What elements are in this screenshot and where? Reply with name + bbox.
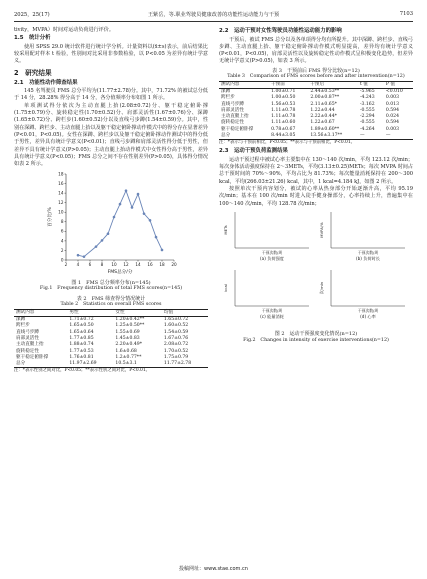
- header-rule: [14, 21, 413, 22]
- panel-caption: (c) 能量消耗: [260, 313, 284, 319]
- panel-caption: (b) 负荷时长: [355, 255, 381, 261]
- table-3-cell: 深蹲: [221, 88, 231, 94]
- table-3-cell: 0.003: [385, 126, 400, 132]
- table-3-cell: 2.44±0.53**: [310, 88, 340, 94]
- table-3-cell: 1.11±0.78: [271, 107, 296, 113]
- table-2-cell: 1.2±0.77**: [115, 354, 142, 360]
- table-2-row: [14, 361, 208, 368]
- paragraph-intervention-effect: 干预后，被试 FMS 总分以及各单项得分均有所提升。其中深蹲、跨栏步、直线弓步蹲、主动直腿上抬、躯干稳定俯卧撑动作模式明显提高，差异均有统计学意义(P<0.01，P<0.05)，肩部灵活性以及旋转稳定性动作模式呈积极变化趋势，但差异无统计学意义(P>0.05)，如表 3 所示。: [219, 36, 413, 65]
- table-3-cell: 1.22±0.44: [310, 107, 335, 113]
- heading-1-5: 1.5 统计分析: [14, 35, 51, 42]
- table-3-cell: 2.22±0.44*: [310, 114, 337, 120]
- panel-y-label: 次/min: [319, 281, 324, 295]
- table-2-cell: 11.77±2.78: [162, 361, 208, 368]
- left-column: [14, 27, 208, 376]
- data-point: [155, 236, 158, 239]
- table-2-cell: 1.65±0.64: [69, 329, 94, 335]
- table-3-cell: 1.00±0.50: [271, 95, 296, 101]
- table-2-cell: 1.88±0.74: [69, 342, 94, 348]
- table-2-cell: 1.60±0.52: [163, 323, 189, 329]
- table-3-cell: -3.162: [359, 101, 375, 107]
- table-3-cell: <0.010: [385, 88, 403, 94]
- table-3-cell: 0.003: [385, 95, 400, 101]
- table-2-cell: 主动直腿上抬: [16, 342, 44, 348]
- table-2-cell: 1.75±0.79: [163, 354, 189, 360]
- x-tick-label: 18: [159, 262, 165, 268]
- data-point: [143, 213, 146, 216]
- table-2-cell: 1.67±0.76: [163, 335, 189, 341]
- y-tick-label: 0: [60, 257, 64, 263]
- y-tick-label: 8: [60, 219, 64, 225]
- table-2-cell: 1.65±0.50: [69, 323, 94, 329]
- data-point: [77, 254, 80, 257]
- data-point: [149, 219, 152, 222]
- x-tick-label: 6: [88, 262, 92, 268]
- table-3-header-cell: P 值: [384, 81, 413, 88]
- panel-y-label: MVPA/%: [319, 222, 324, 238]
- panel-caption: (a) 负荷强度: [260, 255, 284, 261]
- x-tick-label: 10: [111, 262, 117, 268]
- data-point: [83, 256, 86, 259]
- table-3-cell: -0.555: [359, 107, 375, 113]
- panel-y-label: METs: [223, 225, 228, 235]
- data-point: [95, 246, 98, 249]
- table-2-header-cell: 男性: [67, 309, 113, 316]
- table-3-row: [219, 133, 413, 140]
- table-2-cell: 1.77±0.53: [69, 348, 94, 354]
- table-2-cell: 11.97±2.69: [67, 361, 113, 368]
- panel-x-label: 干预次数/周: [261, 307, 283, 313]
- table-2-cell: 2.20±0.49*: [115, 342, 143, 348]
- table-3-cell: 13.56±3.17**: [308, 133, 358, 140]
- table-2-caption-en: Table 2 Statistics on overall FMS scores: [60, 302, 162, 308]
- paragraph-fms-overview: 145 名驾驶员 FMS 总分平均为(11.77±2.78)分。其中，71.72% 的被试总分低于 14 分，28.28% 得分高于 14 分，各分值频率分布如图 1 所示。: [14, 88, 208, 102]
- table-3-cell: -2.294: [359, 114, 375, 120]
- data-line: [78, 191, 162, 257]
- table-3-cell: 0.594: [385, 107, 400, 113]
- table-3-cell: 2.00±0.87**: [310, 95, 340, 101]
- y-axis-label: 百分比/%: [48, 207, 53, 228]
- table-2-cell: 1.20±0.42**: [115, 317, 145, 323]
- y-tick-label: 4: [60, 238, 64, 244]
- table-3-cell: 1.56±0.53: [271, 101, 296, 107]
- table-3-cell: 直线弓步蹲: [221, 101, 244, 107]
- y-tick-label: 6: [60, 229, 64, 235]
- data-point: [119, 203, 122, 206]
- table-3-cell: 1.22±0.67: [310, 120, 335, 126]
- table-2-cell: 2.08±0.72: [163, 342, 189, 348]
- x-tick-label: 20: [171, 262, 177, 268]
- table-2-cell: 1.54±0.59: [163, 329, 189, 335]
- table-3-cell: 旋转稳定性: [221, 120, 244, 126]
- table-3-cell: —: [384, 133, 413, 140]
- figure-1-caption: 图 1 FMS 总分频率分布(n=145): [71, 279, 151, 286]
- table-3-cell: 8.44±3.05: [269, 133, 308, 140]
- table-3-cell: 0.013: [385, 101, 400, 107]
- table-3-cell: 1.89±0.60**: [310, 126, 340, 132]
- data-point: [137, 193, 140, 196]
- data-point: [113, 216, 116, 219]
- x-tick-label: 4: [76, 262, 80, 268]
- table-3-cell: 0.024: [385, 114, 400, 120]
- table-3-header-cell: 干预后: [308, 81, 358, 88]
- x-tick-label: 14: [135, 262, 141, 268]
- table-2-cell: 1.65±0.72: [163, 317, 189, 323]
- table-3-cell: 跨栏步: [221, 95, 235, 101]
- table-3-fms-comparison: [219, 81, 413, 141]
- table-2-cell: 1.45±0.83: [115, 335, 140, 341]
- table-3-cell: 1.11±0.60: [271, 120, 296, 126]
- x-tick-label: 2: [64, 262, 68, 268]
- table-3-cell: 躯干稳定俯卧撑: [221, 126, 254, 132]
- table-3-cell: -5.965: [359, 88, 375, 94]
- table-2-cell: 躯干稳定俯卧撑: [16, 354, 49, 360]
- table-3-cell: 2.11±0.65*: [310, 101, 337, 107]
- page-footer: 投稿网址：www.stae.com.cn: [179, 566, 248, 572]
- figure-1-caption-en: Fig.1 Frequency distribution of total FMS scores(n=145): [39, 286, 183, 292]
- y-tick-label: 18: [58, 171, 64, 177]
- heading-2: 2 研究结果: [14, 68, 52, 77]
- panel-x-label: 干预次数/周: [261, 249, 283, 255]
- paragraph-load-monitoring: 运动干预过程中被试心率主要集中在 130～140 次/min，平均 123.12 次/min；每次身体活动强度保持在 2～3METs，平均(3.13±0.25)METs；每次 MVPA 时间占总干预时间的 70%～90%，平均占比为 81.73%；每次能量消耗保持在 200～300 kcal，平均(266.03±21.26) kcal，其中，1 kcal=4.184 kJ，如图 2 所示。: [219, 156, 413, 185]
- table-2-cell: 直线弓步蹲: [16, 329, 39, 335]
- table-2-cell: 跨栏步: [16, 323, 30, 329]
- panel-caption: (d) 心率: [360, 313, 376, 319]
- table-3-cell: 主动直腿上抬: [221, 114, 249, 120]
- table-3-cell: —: [358, 133, 384, 140]
- table-2-cell: 1.55±0.69: [115, 329, 140, 335]
- table-3-caption: 表 3 干预前后 FMS 得分比较(n=12): [272, 67, 360, 74]
- table-2-cell: 深蹲: [16, 317, 26, 323]
- table-3-cell: 肩部灵活性: [221, 107, 244, 113]
- paragraph-fms-details: 单项测试得分依次为主动直腿上抬(2.08±0.72)分、躯干稳定俯卧撑(1.75±0.79)分、旋转稳定性(1.70±0.52)分、肩部灵活性(1.67±0.76)分、深蹲(1.65±0.72)分、跨栏步(1.60±0.52)分以及直线弓步蹲(1.54±0.59)分。其中，性别在深蹲、跨栏步、主动直腿上抬以及躯干稳定俯卧撑动作模式中的得分存在显著差异(P<0.01，P<0.05)。女性在深蹲、跨栏步以及躯干稳定俯卧撑动作测试中的得分低于男性，差异具有统计学意义(P<0.01)；直线弓步蹲和肩部灵活性得分低于男性，但差异不具有统计学意义(P>0.05)；主动直腿上抬动作模式中女性得分高于男性，差异具有统计学意义(P<0.05)；FMS 总分之间不存在性别差异(P>0.05)，具体得分情况如表 2 所示。: [14, 102, 208, 168]
- data-point: [131, 207, 134, 210]
- table-2-header-cell: 均值: [162, 309, 208, 316]
- table-3-cell: -4.264: [359, 126, 375, 132]
- heading-2-1: 2.1 功能性动作筛查结果: [14, 79, 78, 86]
- table-2-header-row: [14, 309, 208, 316]
- heading-2-2: 2.2 运动干预对女性驾驶员功能性运动能力的影响: [219, 28, 342, 34]
- table-2-cell: 1.6±0.68: [115, 348, 137, 354]
- figure-2-intervention-intensity: [219, 208, 413, 328]
- figure-2-caption: 图 2 运动干预强度变化情况(n=12): [274, 331, 358, 338]
- table-3-cell: 0.78±0.67: [271, 126, 296, 132]
- data-point: [125, 190, 128, 193]
- y-tick-label: 12: [58, 200, 64, 206]
- table-3-header-cell: t 值: [358, 81, 384, 88]
- table-3-note: 注：*表示与干预前相比，P<0.05；**表示与干预前相比，P<0.01。: [219, 140, 355, 146]
- figure-1-fms-distribution: [14, 168, 208, 276]
- table-2-header-cell: 女性: [113, 309, 162, 316]
- y-tick-label: 16: [58, 181, 64, 187]
- data-point: [101, 240, 104, 243]
- x-tick-label: 12: [123, 262, 129, 268]
- x-tick-label: 16: [147, 262, 153, 268]
- table-3-cell: -4.243: [359, 95, 375, 101]
- table-2-header-cell: 测试内容: [14, 309, 67, 316]
- table-3-header-cell: 干预前: [269, 81, 308, 88]
- table-2-caption: 表 2 FMS 筛查得分情况统计: [76, 295, 146, 302]
- table-2-cell: 10.5±3.1: [113, 361, 162, 368]
- paragraph-heart-rate: 按照单次干预内容划分，被试的心率从热身部分开始逐渐升高，平均 95.19 次/min；基本在 100 次/min 时进入徒手健身操部分，心率持续上升，普遍集中在 100～140 次/min，平均 128.78 次/min；: [219, 186, 413, 207]
- page-number: 7103: [399, 11, 413, 17]
- panel-y-label: kcal: [223, 284, 228, 292]
- table-2-cell: 1.25±0.50**: [115, 323, 145, 329]
- y-tick-label: 10: [58, 210, 64, 216]
- table-3-cell: 0.594: [385, 120, 400, 126]
- table-2-cell: 1.76±0.81: [69, 354, 94, 360]
- table-3-cell: 1.00±0.71: [271, 88, 296, 94]
- right-column: [219, 27, 413, 344]
- table-3-cell: 总分: [219, 133, 269, 140]
- table-3-caption-en: Table 3 Comparison of FMS scores before and after intervention(n=12): [227, 74, 405, 80]
- table-2-cell: 1.77±0.85: [69, 335, 94, 341]
- table-2-fms-scores: [14, 309, 208, 369]
- table-2-cell: 1.71±0.72: [69, 317, 94, 323]
- panel-x-label: 干预次数/周: [357, 307, 379, 313]
- journal-issue: 2025，25(17): [14, 12, 50, 18]
- table-2-note: 注：*表示性别之间对比，P<0.05；**表示性别之间对比，P<0.01。: [14, 368, 150, 374]
- table-3-cell: -0.555: [359, 120, 375, 126]
- running-title: 王紫岳，等.职业驾驶员健康改善的功能性运动能力与干预: [147, 12, 280, 18]
- y-tick-label: 2: [60, 248, 64, 254]
- paragraph-intro: tivity，MVPA）时间对运动负荷进行评价。: [14, 27, 114, 33]
- table-2-cell: 总分: [14, 361, 67, 368]
- data-point: [107, 233, 110, 236]
- table-3-header-cell: 测试内容: [219, 81, 269, 88]
- table-2-cell: 旋转稳定性: [16, 348, 39, 354]
- table-2-cell: 1.70±0.52: [163, 348, 189, 354]
- data-point: [161, 249, 164, 252]
- figure-2-caption-en: Fig.2 Changes in intensity of exercise interventions(n=12): [243, 337, 389, 343]
- heading-2-3: 2.3 运动干预负荷监测结果: [219, 148, 288, 155]
- table-3-header-row: [219, 81, 413, 88]
- paragraph-statistics: 使用 SPSS 29.0 统计软件进行统计学分析。计量资料以(x̄±s)表示，前后结果比较采用配对样本 t 检验，性别间对比采用非参数检验，以 P<0.05 为差异有统计学意义。: [14, 43, 208, 65]
- x-axis-label: FMS总分/分: [107, 270, 133, 276]
- panel-x-label: 干预次数/周: [357, 249, 379, 255]
- x-tick-label: 8: [100, 262, 104, 268]
- y-tick-label: 14: [58, 190, 64, 196]
- table-3-cell: 1.11±0.78: [271, 114, 296, 120]
- table-2-cell: 肩部灵活性: [16, 335, 39, 341]
